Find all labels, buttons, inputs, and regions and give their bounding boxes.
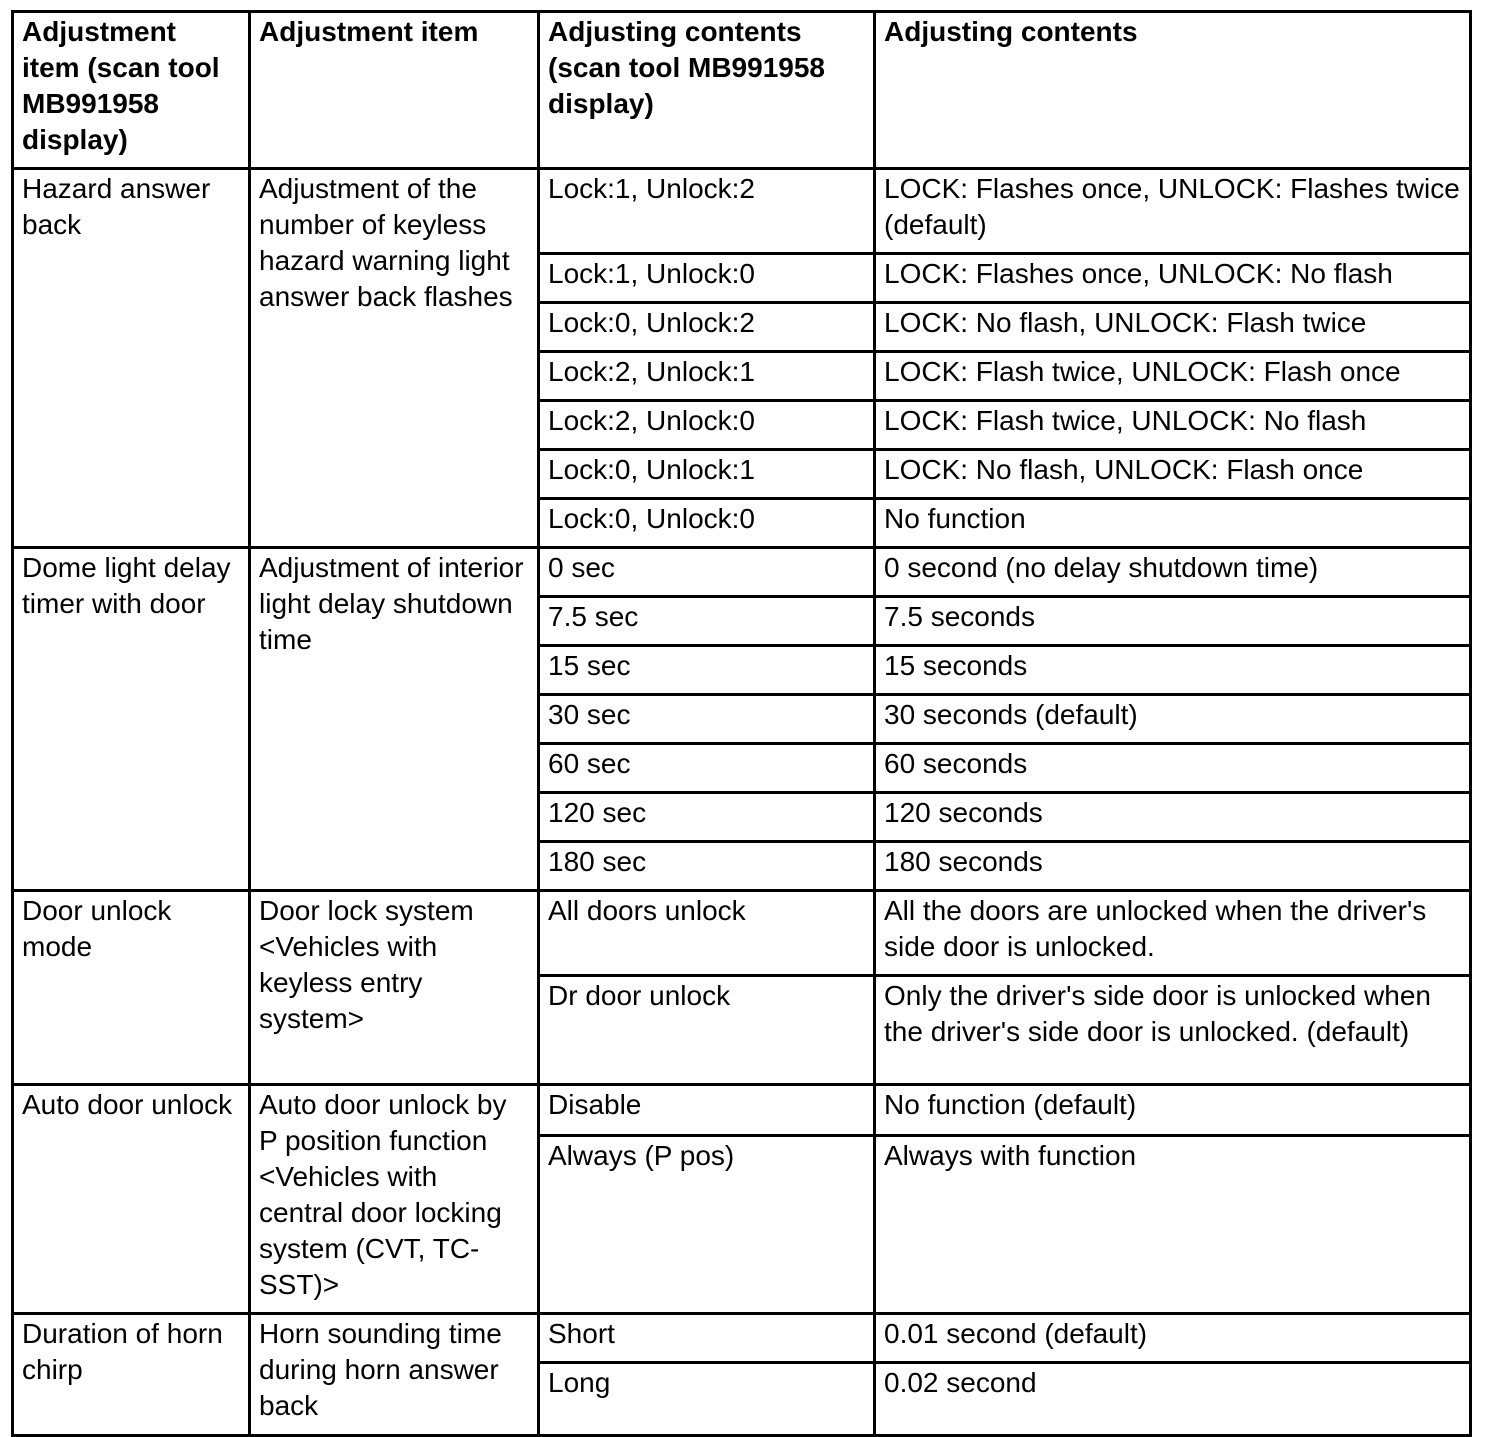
adjustment-table [11,10,1472,1437]
option-display-cell: Lock:0, Unlock:1 [539,450,875,499]
header-adjusting-contents-display: Adjusting contents (scan tool MB991958 display) [539,12,875,169]
option-contents-cell: LOCK: No flash, UNLOCK: Flash twice [875,303,1471,352]
option-contents-cell: LOCK: Flashes once, UNLOCK: Flashes twice (default) [875,169,1471,254]
option-contents-cell: 180 seconds [875,842,1471,891]
item-display-cell: Duration of horn chirp [13,1314,250,1436]
option-display-cell: 180 sec [539,842,875,891]
option-contents-cell: All the doors are unlocked when the driver's side door is unlocked. [875,891,1471,976]
option-contents-cell: 0.02 second [875,1363,1471,1436]
option-contents-cell: No function [875,499,1471,548]
item-cell: Auto door unlock by P position function <Vehicles with central door locking system (CVT, TC-SST)> [250,1085,539,1314]
option-contents-cell: 0 second (no delay shutdown time) [875,548,1471,597]
option-display-cell: Lock:1, Unlock:0 [539,254,875,303]
option-display-cell: Long [539,1363,875,1436]
option-display-cell: Lock:0, Unlock:2 [539,303,875,352]
option-contents-cell: Only the driver's side door is unlocked when the driver's side door is unlocked. (default) [875,976,1471,1085]
option-display-cell: Lock:1, Unlock:2 [539,169,875,254]
option-contents-cell: 15 seconds [875,646,1471,695]
option-contents-cell: 0.01 second (default) [875,1314,1471,1363]
option-display-cell: All doors unlock [539,891,875,976]
table-row [13,169,1471,254]
item-cell: Horn sounding time during horn answer back [250,1314,539,1436]
item-cell: Door lock system <Vehicles with keyless entry system> [250,891,539,1085]
item-display-cell: Dome light delay timer with door [13,548,250,891]
option-contents-cell: 60 seconds [875,744,1471,793]
option-display-cell: Disable [539,1085,875,1136]
header-row [13,12,1471,169]
option-contents-cell: 120 seconds [875,793,1471,842]
option-contents-cell: Always with function [875,1136,1471,1314]
option-contents-cell: LOCK: Flash twice, UNLOCK: No flash [875,401,1471,450]
adjustment-table-wrapper [11,10,1472,1437]
option-display-cell: 15 sec [539,646,875,695]
item-display-cell: Hazard answer back [13,169,250,548]
option-display-cell: 60 sec [539,744,875,793]
option-display-cell: 0 sec [539,548,875,597]
table-row [13,548,1471,597]
option-display-cell: 30 sec [539,695,875,744]
option-contents-cell: No function (default) [875,1085,1471,1136]
header-adjusting-contents: Adjusting contents [875,12,1471,169]
table-row [13,1314,1471,1363]
option-contents-cell: 30 seconds (default) [875,695,1471,744]
table-row [13,891,1471,976]
option-contents-cell: LOCK: Flash twice, UNLOCK: Flash once [875,352,1471,401]
header-adjustment-item: Adjustment item [250,12,539,169]
option-display-cell: Lock:0, Unlock:0 [539,499,875,548]
table-row [13,1085,1471,1136]
option-contents-cell: LOCK: Flashes once, UNLOCK: No flash [875,254,1471,303]
item-display-cell: Auto door unlock [13,1085,250,1314]
option-display-cell: Always (P pos) [539,1136,875,1314]
option-display-cell: Short [539,1314,875,1363]
option-display-cell: 120 sec [539,793,875,842]
option-display-cell: Lock:2, Unlock:0 [539,401,875,450]
option-contents-cell: 7.5 seconds [875,597,1471,646]
header-adjustment-item-display: Adjustment item (scan tool MB991958 display) [13,12,250,169]
option-contents-cell: LOCK: No flash, UNLOCK: Flash once [875,450,1471,499]
option-display-cell: 7.5 sec [539,597,875,646]
option-display-cell: Lock:2, Unlock:1 [539,352,875,401]
option-display-cell: Dr door unlock [539,976,875,1085]
item-display-cell: Door unlock mode [13,891,250,1085]
item-cell: Adjustment of the number of keyless hazard warning light answer back flashes [250,169,539,548]
item-cell: Adjustment of interior light delay shutdown time [250,548,539,891]
